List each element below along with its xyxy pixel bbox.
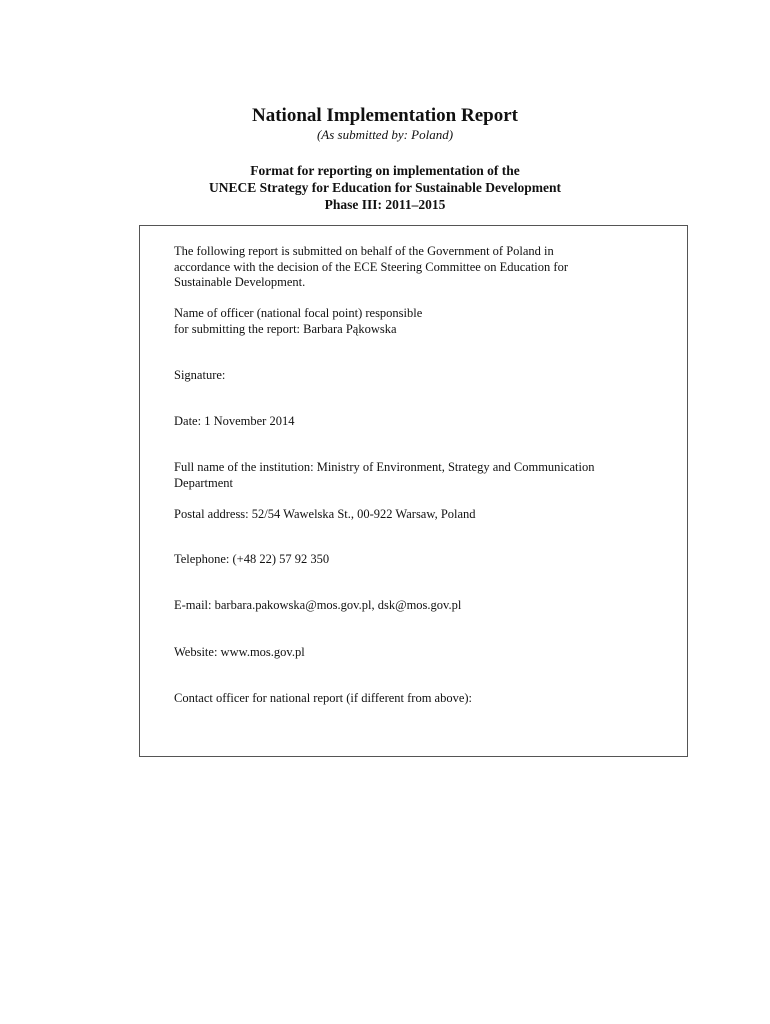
officer-line: Name of officer (national focal point) responsible	[174, 306, 423, 320]
date-field: Date: 1 November 2014	[174, 414, 295, 428]
website-field: Website: www.mos.gov.pl	[174, 645, 305, 659]
format-heading-line: Phase III: 2011–2015	[324, 197, 446, 212]
report-title: National Implementation Report	[252, 105, 518, 126]
postal-address-field: Postal address: 52/54 Wawelska St., 00-922 Warsaw, Poland	[174, 507, 476, 521]
telephone-field: Telephone: (+48 22) 57 92 350	[174, 552, 330, 566]
institution-field	[174, 460, 664, 491]
officer-line: for submitting the report: Barbara Pąkowska	[174, 321, 397, 336]
format-heading-line: UNECE Strategy for Education for Sustainable Development	[208, 180, 561, 195]
format-heading-line: Format for reporting on implementation of the	[250, 163, 520, 178]
intro-paragraph	[174, 244, 664, 291]
format-heading	[0, 162, 770, 213]
report-subtitle: (As submitted by: Poland)	[316, 127, 454, 142]
signature-field: Signature:	[174, 368, 226, 382]
contact-officer-field: Contact officer for national report (if different from above):	[174, 691, 473, 705]
intro-line: accordance with the decision of the ECE Steering Committee on Education for	[174, 259, 568, 274]
intro-line: The following report is submitted on behalf of the Government of Poland in	[174, 244, 554, 258]
institution-line: Full name of the institution: Ministry of Environment, Strategy and Communication	[174, 460, 595, 474]
officer-field	[174, 306, 664, 337]
email-field: E-mail: barbara.pakowska@mos.gov.pl, dsk@mos.gov.pl	[174, 598, 462, 612]
intro-line: Sustainable Development.	[174, 275, 306, 289]
institution-line: Department	[174, 475, 234, 490]
report-info-box	[139, 225, 688, 757]
